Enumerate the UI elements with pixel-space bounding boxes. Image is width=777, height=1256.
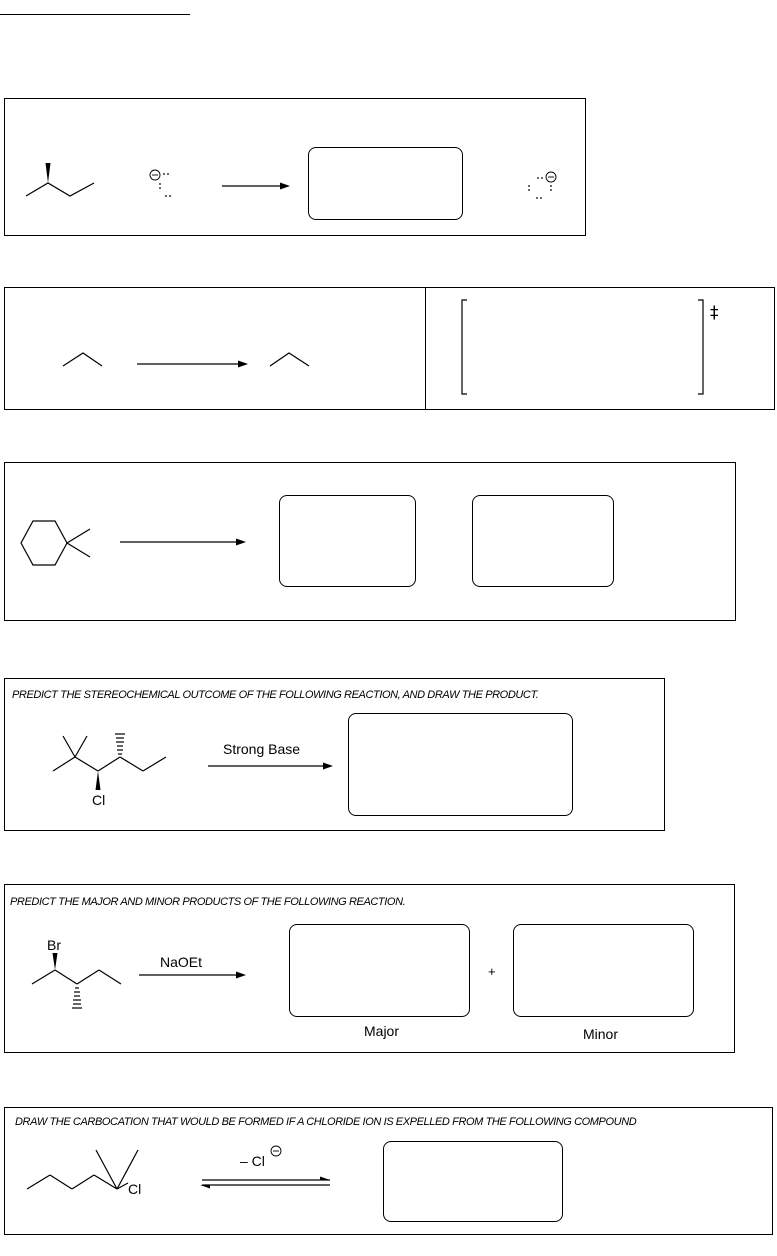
problem-5-reagent: NaOEt bbox=[160, 954, 203, 970]
problem-5-instruction: PREDICT THE MAJOR AND MINOR PRODUCTS OF THE FOLLOWING REACTION. bbox=[10, 896, 406, 908]
problem-5-atom-label: Br bbox=[47, 937, 61, 953]
problem-6-reagent: – Cl bbox=[240, 1153, 265, 1169]
problem-4-atom-label: Cl bbox=[92, 792, 106, 808]
problem-6-instruction: DRAW THE CARBOCATION THAT WOULD BE FORMED IF A CHLORIDE ION IS EXPELLED FROM THE FOLLOWING COMPOUND bbox=[15, 1116, 637, 1128]
problem-4-instruction: PREDICT THE STEREOCHEMICAL OUTCOME OF THE FOLLOWING REACTION, AND DRAW THE PRODUCT. bbox=[12, 689, 539, 701]
problem-6-atom-label: Cl bbox=[128, 1181, 142, 1197]
problem-6-answer-box[interactable] bbox=[383, 1141, 563, 1222]
problem-5-major-label: Major bbox=[364, 1023, 400, 1039]
problem-5-plus: + bbox=[488, 964, 496, 979]
problem-5-minor-label: Minor bbox=[583, 1026, 619, 1042]
negative-charge-icon bbox=[271, 1146, 281, 1156]
problem-4-reagent: Strong Base bbox=[223, 741, 301, 757]
transition-state-symbol: ‡ bbox=[710, 303, 719, 323]
